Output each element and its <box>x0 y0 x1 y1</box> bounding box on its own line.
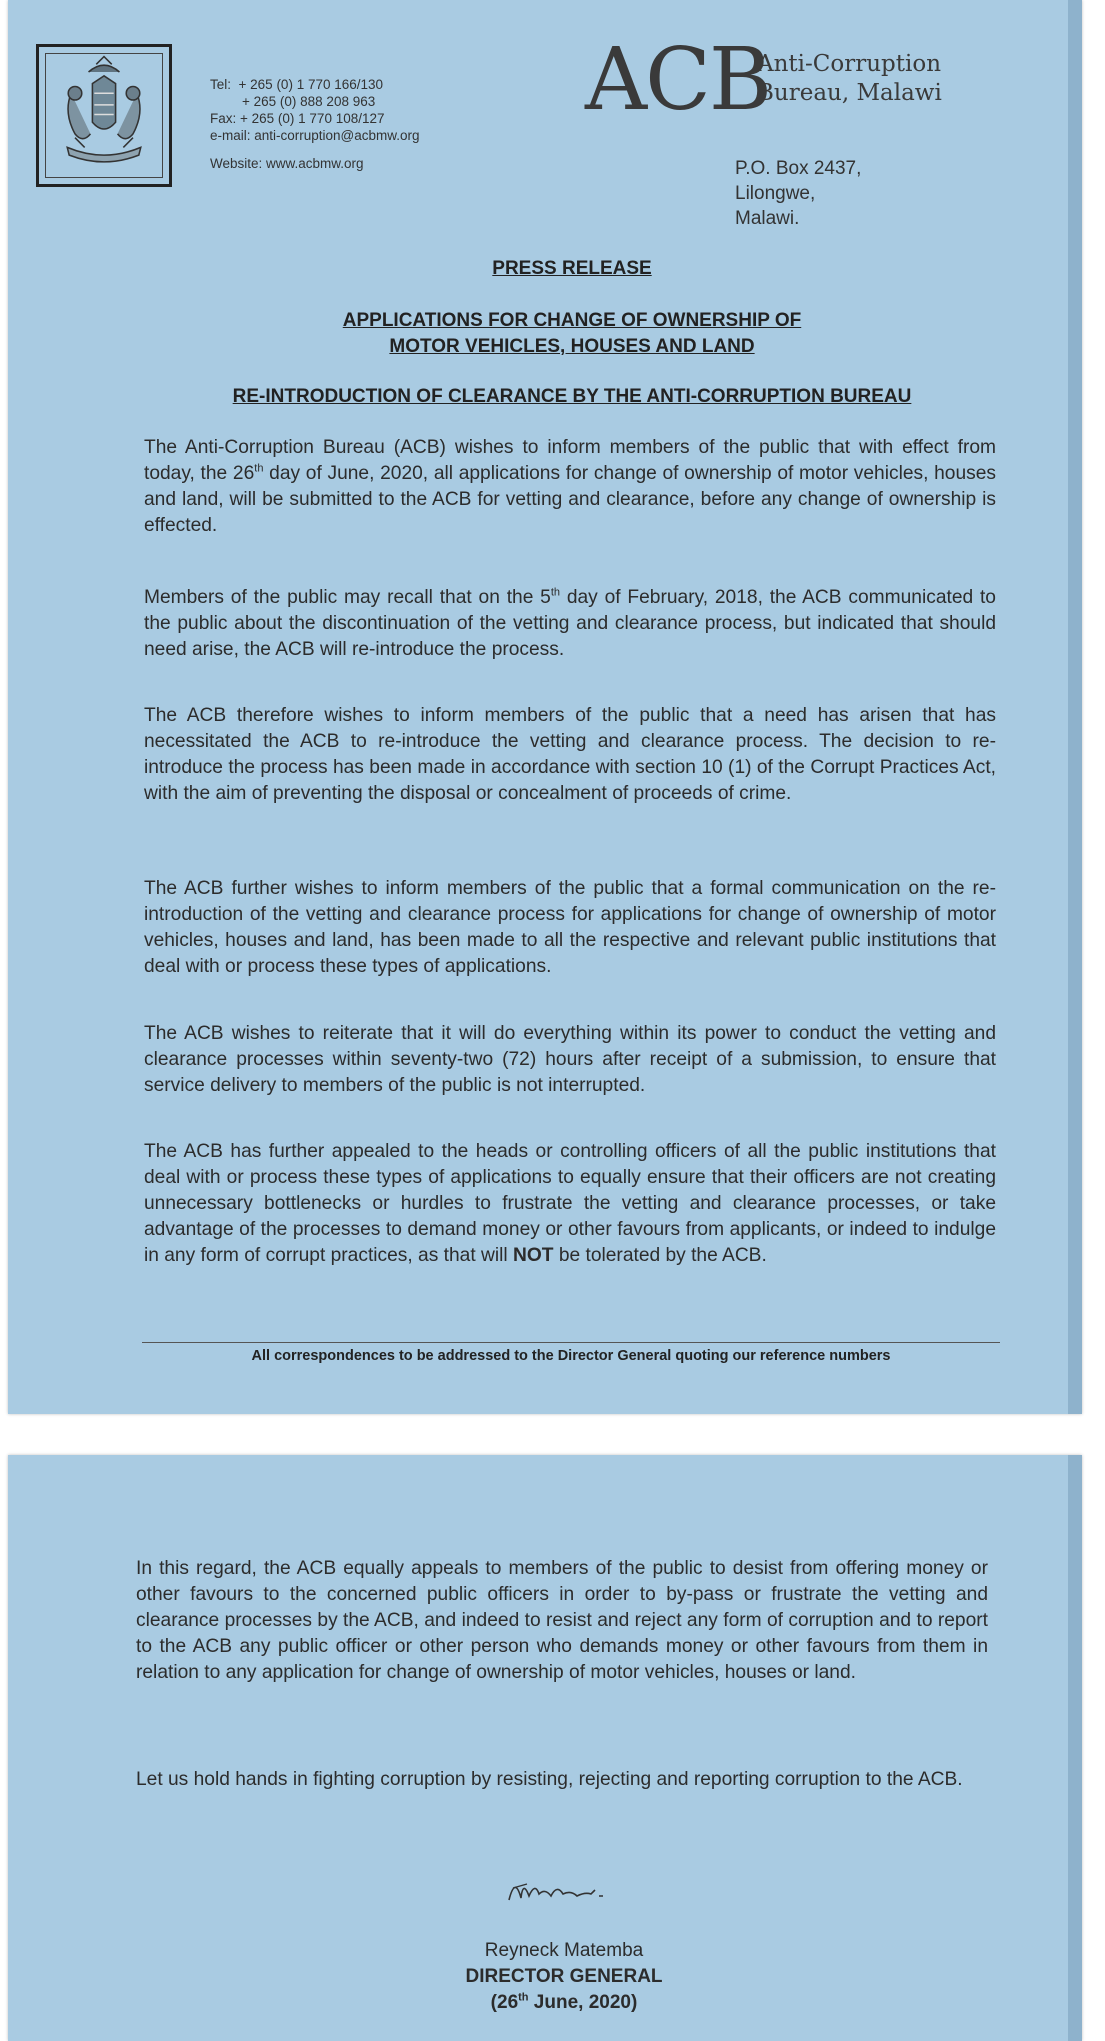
release-date <box>0 1990 1105 2016</box>
paragraph-1-text-a: The Anti-Corruption Bureau (ACB) wishes to inform members of the public that with effect from today, the 26 <box>144 437 996 484</box>
paragraph-1 <box>144 435 996 539</box>
paragraph-1-sup: th <box>254 462 264 475</box>
postal-address <box>735 156 861 231</box>
paragraph-5: The ACB wishes to reiterate that it will do everything within its power to conduct the vetting and clearance processes within seventy-two (72) hours after receipt of a submission, to ensure that service delivery to members of the public is not interrupted. <box>144 1023 996 1096</box>
tel-number-1: + 265 (0) 1 770 166/130 <box>238 77 384 92</box>
tel-line-1 <box>210 76 420 93</box>
coat-of-arms-frame <box>45 53 163 178</box>
website-line: Website: www.acbmw.org <box>210 156 364 171</box>
letter-page-1 <box>8 0 1082 1414</box>
paragraph-2 <box>144 585 996 663</box>
paragraph-6-text-a: The ACB has further appealed to the heads or controlling officers of all the public institutions that deal with or process these types of applications to equally ensure that their officers are not creating unnecessary bottlenecks or hurdles to frustrate the vetting and clearance processes, or take advantage of the processes to demand money or other favours from applicants, or indeed to indulge in any form of corrupt practices, as that will <box>144 1141 996 1266</box>
paragraph-2-sup: th <box>550 586 561 599</box>
page-edge <box>1068 0 1082 1414</box>
paragraph-6 <box>144 1139 996 1269</box>
handwritten-signature-icon <box>505 1870 645 1910</box>
paragraph-7: In this regard, the ACB equally appeals to members of the public to desist from offering money or other favours to the concerned public officers in order to by-pass or frustrate the vetting and clearance processes by the ACB, and indeed to resist and reject any form of corruption and to report to the ACB any public officer or other person who demands money or other favours from them in relation to any application for change of ownership of motor vehicles, houses or land. <box>136 1558 988 1683</box>
subheading: RE-INTRODUCTION OF CLEARANCE BY THE ANTI-CORRUPTION BUREAU <box>232 386 912 407</box>
signatory-name: Reyneck Matemba <box>484 1940 644 1961</box>
fax-line: Fax: + 265 (0) 1 770 108/127 <box>210 111 385 126</box>
footer-divider <box>142 1342 1000 1343</box>
logo-name <box>757 50 942 108</box>
paragraph-8: Let us hold hands in fighting corruption by resisting, rejecting and reporting corruption to the ACB. <box>136 1769 963 1790</box>
coat-of-arms-emblem-icon <box>46 54 162 177</box>
footer-note: All correspondences to be addressed to the Director General quoting our reference numbers <box>251 1348 891 1364</box>
tel-label: Tel: <box>210 77 232 92</box>
signatory-position: DIRECTOR GENERAL <box>465 1966 663 1987</box>
logo-line-1: Anti-Corruption <box>757 51 942 77</box>
email-line: e-mail: anti-corruption@acbmw.org <box>210 128 420 143</box>
contact-details <box>210 76 420 144</box>
paragraph-2-text-a: Members of the public may recall that on the 5 <box>144 587 551 608</box>
paragraph-3: The ACB therefore wishes to inform members of the public that a need has arisen that has necessitated the ACB to re-introduce the vetting and clearance process. The decision to re-introduce the process has been made in accordance with section 10 (1) of the Corrupt Practices Act, with the aim of preventing the disposal or concealment of proceeds of crime. <box>144 705 996 804</box>
paragraph-6-emphasis: NOT <box>512 1245 554 1266</box>
date-sup: th <box>518 1991 529 2004</box>
press-release-title: PRESS RELEASE <box>492 258 652 279</box>
paragraph-2-text-b: day of February, 2018, the ACB communicated to the public about the discontinuation of the vetting and clearance process, but indicated that should need arise, the ACB will re-introduce the process. <box>144 587 996 660</box>
signature <box>505 1870 645 1910</box>
paragraph-6-text-b: be tolerated by the ACB. <box>553 1245 767 1266</box>
date-open: (26 <box>490 1992 519 2013</box>
paragraph-4: The ACB further wishes to inform members of the public that a formal communication on the re-introduction of the vetting and clearance process for applications for change of ownership of motor vehicles, houses and land, has been made to all the respective and relevant public institutions that deal with or process these types of applications. <box>144 878 996 977</box>
coat-of-arms <box>36 44 172 187</box>
address-line-1: P.O. Box 2437, <box>735 158 862 179</box>
subtitle <box>8 308 1105 360</box>
logo-line-2: Bureau, Malawi <box>757 80 942 106</box>
tel-number-2: + 265 (0) 888 208 963 <box>242 94 376 109</box>
paragraph-1-text-b: day of June, 2020, all applications for change of ownership of motor vehicles, houses and land, will be submitted to the ACB for vetting and clearance, before any change of ownership is effected. <box>144 463 996 536</box>
address-line-3: Malawi. <box>735 208 800 229</box>
subtitle-line-2: MOTOR VEHICLES, HOUSES AND LAND <box>389 336 755 357</box>
subtitle-line-1: APPLICATIONS FOR CHANGE OF OWNERSHIP OF <box>342 310 802 331</box>
address-line-2: Lilongwe, <box>735 183 816 204</box>
date-close: June, 2020) <box>528 1992 638 2013</box>
logo-letters: ACB <box>585 30 771 130</box>
